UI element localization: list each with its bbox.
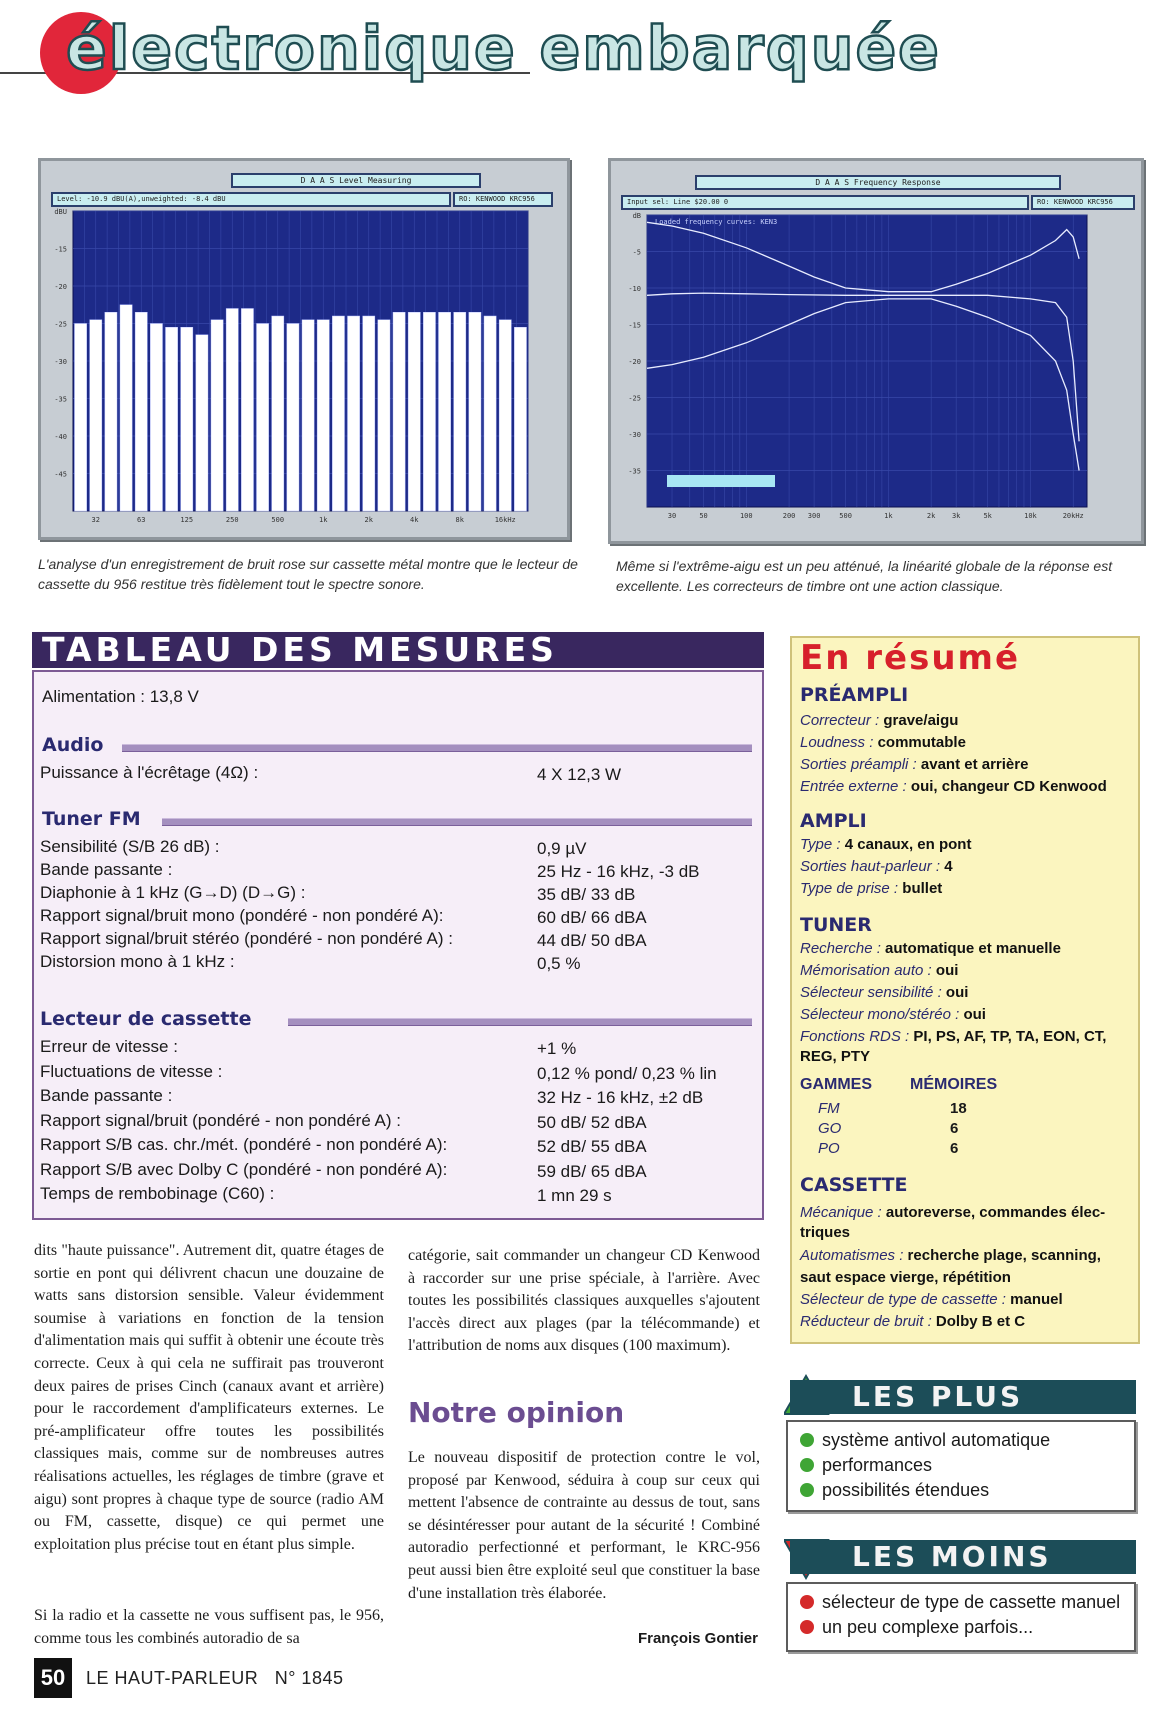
gamme-memories: 6 [950,1140,959,1157]
y-tick-label: -35 [54,395,67,404]
cassette-row-label: Erreur de vitesse : [40,1037,178,1056]
level-measuring-screenshot [38,158,570,540]
les_moins-item: un peu complexe parfois... [800,1615,1033,1639]
cassette-row-label: Fluctuations de vitesse : [40,1061,223,1081]
x-tick-label: 32 [91,516,100,524]
automatismes-cont: saut espace vierge, répétition [800,1269,1011,1286]
gamme-band: FM [818,1100,840,1117]
level-bar [348,316,360,511]
x-tick-label: 4k [410,516,419,524]
x-tick-label: 5k [983,512,992,520]
resume-ampli-row: Sorties haut-parleur : 4 [800,858,953,875]
freq-device-bar: RO: KENWOOD KRC956 [1031,195,1135,210]
resume-preampli-row: Entrée externe : oui, changeur CD Kenwood [800,778,1107,795]
y-tick-label: dBU [54,208,67,216]
tuner-row-label: Distorsion mono à 1 kHz : [40,952,235,971]
level-bar-chart [41,161,567,537]
x-tick-label: 63 [137,516,146,524]
resume-tuner-row: Recherche : automatique et manuelle [800,940,1061,957]
bullet-dot-icon [800,1458,814,1472]
level-bar [317,320,329,511]
gamme-memories: 6 [950,1120,959,1137]
y-tick-label: -35 [628,467,641,476]
selecteur-row: Sélecteur de type de cassette : manuel [800,1291,1063,1308]
level-bar [302,320,314,511]
magazine-footer: LE HAUT-PARLEUR N° 1845 [86,1668,344,1688]
resume-tuner-row: Fonctions RDS : PI, PS, AF, TP, TA, EON, CT, [800,1028,1107,1045]
bullet-dot-icon [800,1620,814,1634]
les_plus-item: performances [800,1453,932,1477]
y-tick-label: -30 [628,431,641,439]
x-tick-label: 500 [271,516,285,524]
y-tick-label: -25 [54,320,67,329]
les-moins-box [786,1582,1136,1652]
level-bar [514,327,526,511]
resume-tuner-row: Sélecteur mono/stéréo : oui [800,1006,986,1023]
author-name: François Gontier [637,1630,758,1647]
cassette-rule [288,1018,752,1026]
highlight-bar [667,475,775,487]
level-bar [454,312,466,511]
level-bar [439,312,451,511]
level-bar [408,312,420,511]
tuner-row-label: Rapport signal/bruit mono (pondéré - non pondéré A): [40,906,444,925]
level-bar [75,324,87,512]
y-tick-label: -25 [628,394,641,403]
tuner-row-value: 35 dB/ 33 dB [537,885,636,904]
frequency-line-chart [611,161,1141,541]
mecanique-row: Mécanique : autoreverse, commandes élec- [800,1204,1106,1221]
level-bar [287,324,299,512]
x-tick-label: 100 [739,512,753,520]
x-tick-label: 50 [699,512,708,520]
cassette-row-label: Rapport S/B avec Dolby C (pondéré - non pondéré A): [40,1159,448,1179]
y-tick-label: dB [632,212,641,220]
resume-tuner-row: Sélecteur sensibilité : oui [800,984,969,1001]
cassette-row-value: 52 dB/ 55 dBA [537,1137,647,1156]
tuner-row-label: Sensibilité (S/B 26 dB) : [40,837,220,856]
tuner-row-value: 44 dB/ 50 dBA [537,931,647,950]
gamme-memories: 18 [950,1100,967,1117]
cassette-row-label: Rapport S/B cas. chr./mét. (pondéré - non pondéré A): [40,1135,448,1154]
level-bar [257,324,269,512]
x-tick-label: 1k [884,512,893,520]
x-tick-label: 16kHz [494,516,516,524]
level-bar [90,320,102,511]
tuner-rule [162,818,752,826]
level-bar [469,312,481,511]
resume-ampli-row: Type de prise : bullet [800,880,943,897]
level-bar [150,324,162,512]
x-tick-label: 500 [839,512,852,520]
level-bar [378,320,390,511]
resume-preampli-row: Loudness : commutable [800,734,966,751]
tuner-row-label: Bande passante : [40,860,173,879]
level-bar [332,316,344,511]
x-tick-label: 250 [225,516,239,524]
les_moins-item: sélecteur de type de cassette manuel [800,1590,1120,1614]
level-device-bar: RO: KENWOOD KRC956 [453,192,553,207]
cassette-row-label: Rapport signal/bruit (pondéré - non pondéré A) : [40,1110,402,1130]
tableau-title: TABLEAU DES MESURES [32,632,764,668]
resume-ampli-row: Type : 4 canaux, en pont [800,836,972,853]
gamme-band: GO [818,1120,842,1137]
article-column-1b: Si la radio et la cassette ne vous suffisent pas, le 956, comme tous les combinés autoradio de sa [34,1607,384,1647]
level-bar [105,312,117,511]
gamme-band: PO [818,1140,840,1157]
memoires-header: MÉMOIRES [910,1076,998,1093]
y-tick-label: -20 [628,358,641,366]
x-tick-label: 125 [180,516,194,524]
rds-continuation: REG, PTY [800,1048,871,1065]
level-bar [499,320,511,511]
bullet-dot-icon [800,1483,814,1497]
level-bar [241,309,253,512]
tuner-row-value: 60 dB/ 66 dBA [537,908,647,927]
x-tick-label: 1k [319,516,328,524]
y-tick-label: -15 [628,321,641,330]
les-plus-box [786,1420,1136,1512]
x-tick-label: 10k [1024,512,1037,520]
cassette-row-label: Bande passante : [40,1086,173,1105]
cassette-heading: Lecteur de cassette [40,1008,252,1030]
automatismes-row: Automatismes : recherche plage, scanning, [800,1247,1101,1264]
article-column-1: dits "haute puissance". Autrement dit, quatre étages de sortie en pont qui délivrent chacun une douzaine de watts sans distorsion sensible. Valeur évidemment soumise à variations en fonction de la tension d'alimentation mais qui suffit à obtenir une écoute très correcte. Ceux à qui cela ne suffirait pas trouveront deux paires de prises Cinch (canaux avant et arrière) pour le raccordement d'amplificateurs externes. Le pré-amplificateur offre toutes les possibilités classiques mais, comme sur de nombreuses autres réalisations actuelles, les réglages de timbre (grave et aigu) sont propres à chaque type de source (radio AM ou FM, cassette, disque) ce qui permet une exploitation plus précise tout en étant plus simple. [34,1242,384,1553]
les_plus-item: système antivol automatique [800,1428,1050,1452]
article-column-2: catégorie, sait commander un changeur CD Kenwood à raccorder sur une prise spéciale, à l'arrière. Avec toutes les possibilités classiques auxquelles s'ajoutent l'accès direct aux plages (par la télécommande) et l'attribution de noms aux disques (100 maximum). [408,1247,760,1355]
level-bar [181,327,193,511]
y-tick-label: -40 [54,433,67,441]
cassette-row-label: Temps de rembobinage (C60) : [40,1184,275,1203]
level-bar [226,309,238,512]
cassette-row-value: 50 dB/ 52 dBA [537,1112,647,1132]
audio-label: Puissance à l'écrêtage (4Ω) : [40,763,259,782]
resume-preampli-row: Sorties préampli : avant et arrière [800,756,1029,773]
mecanique-cont: triques [800,1224,851,1241]
x-tick-label: 2k [926,512,936,520]
resume-tuner-row: Mémorisation auto : oui [800,962,959,979]
level-bar [120,305,132,511]
y-tick-label: -15 [54,245,67,254]
x-tick-label: 200 [782,512,796,520]
x-tick-label: 20kHz [1062,512,1084,520]
level-window-title: D A A S Level Measuring [231,173,481,188]
x-tick-label: 30 [667,512,677,520]
resume-preampli-row: Correcteur : grave/aigu [800,712,959,729]
freq-window-title: D A A S Frequency Response [695,175,1061,190]
level-bar [272,316,284,511]
audio-value: 4 X 12,3 W [537,765,622,784]
opinion-heading: Notre opinion [408,1396,625,1429]
freq-status-bar: Input sel: Line $20.00 0 [621,195,1029,210]
page-number: 50 [34,1658,72,1698]
gammes-header: GAMMES [800,1076,872,1093]
y-tick-label: -45 [54,470,67,479]
ampli-heading: AMPLI [800,810,867,832]
x-tick-label: 3k [951,512,961,520]
y-tick-label: -20 [54,283,67,291]
level-status-bar: Level: -10.9 dBU(A),unweighted: -8.4 dBU [51,192,451,207]
x-tick-label: 300 [807,512,821,520]
cassette-row-value: 0,12 % pond/ 0,23 % lin [537,1063,717,1083]
tuner-row-label: Rapport signal/bruit stéréo (pondéré - non pondéré A) : [40,929,453,948]
left-figure-caption: L'analyse d'un enregistrement de bruit rose sur cassette métal montre que le lecteur de cassette du 956 restitue très fidèlement tout le spectre sonore. [38,556,578,592]
tuner-row-label: Diaphonie à 1 kHz (G→D) (D→G) : [40,883,306,902]
tableau-box [32,670,764,1220]
cassette-row-value: 1 mn 29 s [537,1186,612,1205]
resume-box [790,636,1140,1344]
level-bar [196,335,208,511]
tuner-row-value: 0,9 µV [537,839,587,858]
tuner-res-heading: TUNER [800,914,872,936]
tuner-row-value: 25 Hz - 16 kHz, -3 dB [537,862,700,881]
cassette-row-value: 32 Hz - 16 kHz, ±2 dB [537,1088,704,1107]
cassette-row-value: 59 dB/ 65 dBA [537,1161,647,1181]
level-bar [363,316,375,511]
cassette-res-heading: CASSETTE [800,1174,908,1196]
les-plus-title: LES PLUS [790,1380,1136,1414]
right-figure-caption: Même si l'extrême-aigu est un peu atténué, la linéarité globale de la réponse est excellente. Les correcteurs de timbre ont une action classique. [616,558,1113,594]
x-tick-label: 8k [455,516,464,524]
preampli-heading: PRÉAMPLI [800,684,909,706]
audio-heading: Audio [42,734,104,756]
les-moins-title: LES MOINS [790,1540,1136,1574]
bullet-dot-icon [800,1433,814,1447]
level-bar [423,312,435,511]
opinion-text: Le nouveau dispositif de protection contre le vol, proposé par Kenwood, séduira à coup sur ceux qui mettent l'absence de contrainte au dessus de tout, sans se désintéresser pour autant de la sécurité ! Combiné autoradio perfectionné et performant, le KRC-956 peut aussi bien être exploité seul que constituer la base d'une installation très élaborée. [408,1449,760,1602]
level-bar [135,312,147,511]
frequency-response-screenshot [608,158,1144,544]
level-bar [166,327,178,511]
y-tick-label: -30 [54,358,67,366]
tuner-row-value: 0,5 % [537,954,581,973]
curve-legend-text: Loaded frequency curves: KEN3 [655,218,778,226]
bullet-dot-icon [800,1595,814,1609]
y-tick-label: -10 [628,285,641,293]
level-bar [393,312,405,511]
reducteur-row: Réducteur de bruit : Dolby B et C [800,1313,1026,1330]
level-bar [211,320,223,511]
les_plus-item: possibilités étendues [800,1478,989,1502]
level-bar [484,316,496,511]
section-title: électronique embarquée [66,14,941,84]
alimentation-row: Alimentation : 13,8 V [42,687,199,706]
x-tick-label: 2k [364,516,373,524]
cassette-row-value: +1 % [537,1039,577,1058]
resume-title: En résumé [800,638,1021,678]
y-tick-label: -5 [632,248,641,257]
tuner-heading: Tuner FM [42,808,141,830]
audio-rule [122,744,752,752]
